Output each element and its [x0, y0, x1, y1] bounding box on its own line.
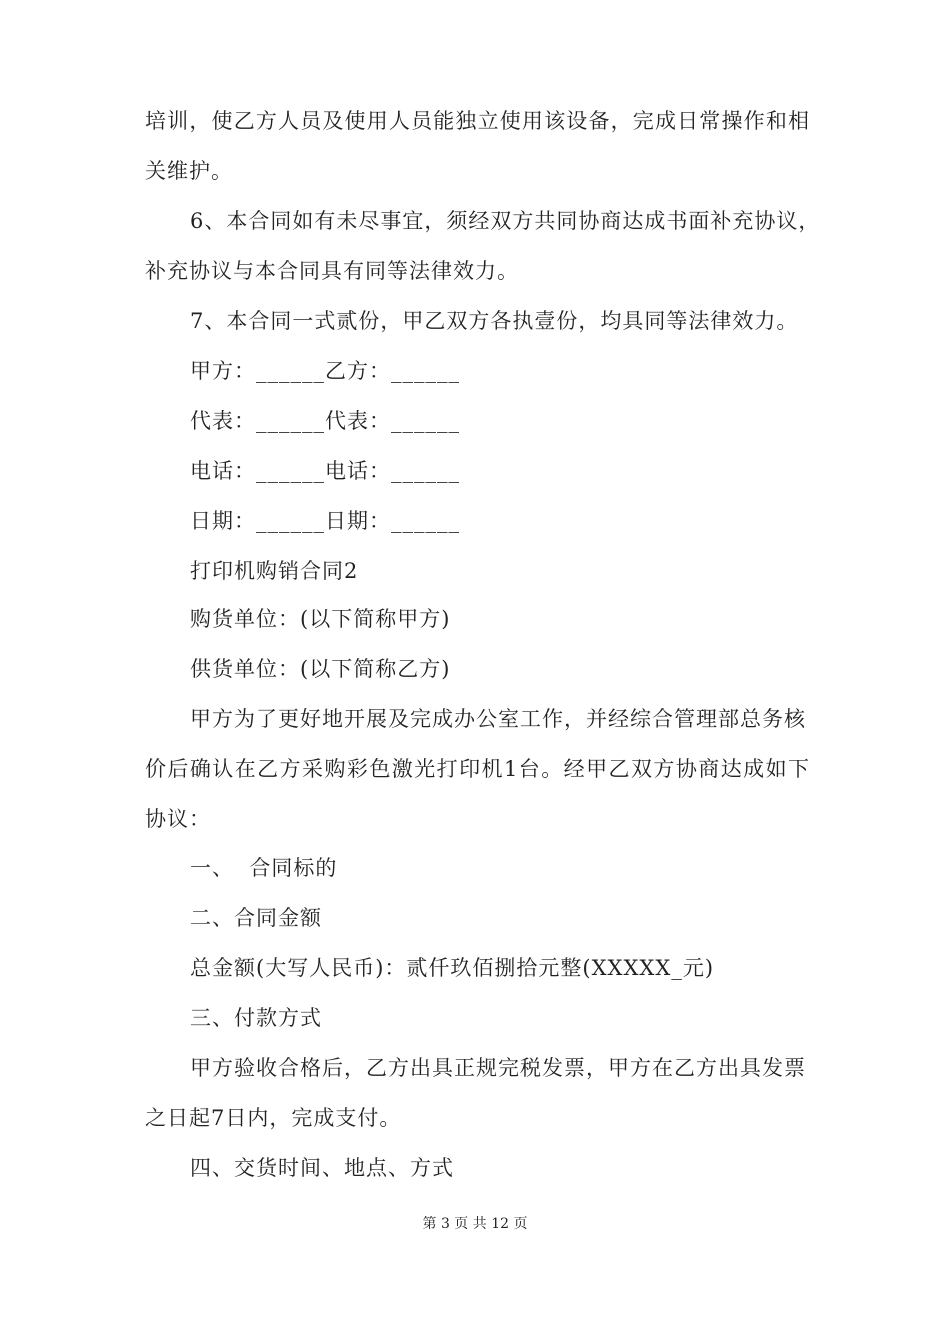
signature-party: 甲方：______乙方：______	[190, 359, 460, 383]
clause-6-line-2: 补充协议与本合同具有同等法律效力。	[145, 259, 519, 283]
intro-line-2: 价后确认在乙方采购彩色激光打印机1台。经甲乙双方协商达成如下	[145, 757, 810, 781]
payment-line-1: 甲方验收合格后，乙方出具正规完税发票，甲方在乙方出具发票	[190, 1056, 806, 1080]
intro-line-3: 协议：	[145, 807, 211, 831]
heading-contract-subject: 一、 合同标的	[190, 856, 338, 880]
heading-contract-amount: 二、合同金额	[190, 906, 322, 930]
body-line-2: 关维护。	[145, 159, 233, 183]
intro-line-1: 甲方为了更好地开展及完成办公室工作，并经综合管理部总务核	[190, 707, 806, 731]
clause-6-line-1: 6、本合同如有未尽事宜，须经双方共同协商达成书面补充协议，	[190, 209, 821, 233]
clause-7: 7、本合同一式贰份，甲乙双方各执壹份，均具同等法律效力。	[190, 309, 799, 333]
total-amount: 总金额(大写人民币)：贰仟玖佰捌拾元整(XXXXX_元)	[190, 956, 715, 980]
signature-phone: 电话：______电话：______	[190, 459, 460, 483]
heading-payment-method: 三、付款方式	[190, 1006, 322, 1030]
signature-date: 日期：______日期：______	[190, 509, 460, 533]
body-line-1: 培训，使乙方人员及使用人员能独立使用该设备，完成日常操作和相	[145, 109, 810, 133]
payment-line-2: 之日起7日内，完成支付。	[145, 1106, 402, 1130]
heading-delivery: 四、交货时间、地点、方式	[190, 1156, 454, 1180]
page-indicator: 第 3 页 共 12 页	[422, 1216, 528, 1232]
section-title: 打印机购销合同2	[190, 559, 359, 583]
buyer-unit: 购货单位：(以下简称甲方)	[190, 607, 451, 631]
signature-representative: 代表：______代表：______	[190, 409, 460, 433]
supplier-unit: 供货单位：(以下简称乙方)	[190, 657, 451, 681]
